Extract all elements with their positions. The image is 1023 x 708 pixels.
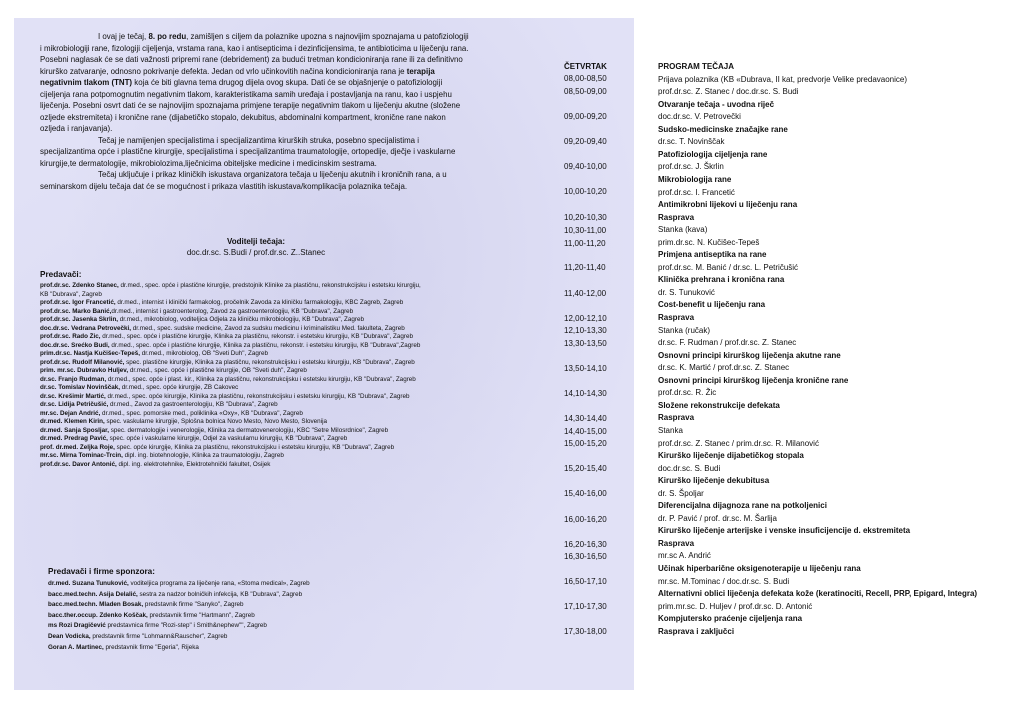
intro-text <box>40 31 472 192</box>
list-item: bacc.ther.occup. Zdenko Koščak, predstavnik firme "Hartmann", Zagreb <box>48 611 255 619</box>
list-item: prof.dr.sc. Igor Francetić, dr.med., internist i klinički farmakolog, pročelnik Zavoda za kliničku farmakologiju, KBC Zagreb, Zagreb <box>40 299 404 306</box>
intro-highlight: 8. po redu <box>148 32 187 41</box>
program-speaker: mr.sc. M.Tominac / doc.dr.sc. S. Budi <box>658 576 790 586</box>
time-slot: 16,50-17,10 <box>564 577 607 586</box>
list-item: KB "Dubrava", Zagreb <box>40 290 102 298</box>
list-item: doc.dr.sc. Srećko Budi, dr.med., spec. opće i plastične kirurgije, Klinika za plastičnu, rekonstr. i estetsku kirurgiju, KB "Dubrava",Zagreb <box>40 341 421 349</box>
list-item: mr.sc. Dejan Andrić, dr.med., spec. pomorske med., poliklinika «Oxy», KB "Dubrava", Zagreb <box>40 409 303 417</box>
program-session-title: Rasprava <box>658 538 695 548</box>
program-session-title: Rasprava i zaključci <box>658 626 735 636</box>
list-item: dr.med. Sanja Šposljar, spec. dermatologije i venerologije, Klinika za dermatovenerologiju, KBC "Setre Milosrdnice", Zagreb <box>40 426 389 434</box>
time-slot: 10,00-10,20 <box>564 187 607 196</box>
program-session-title: Rasprava <box>658 413 695 423</box>
time-slot: 15,00-15,20 <box>564 439 607 448</box>
program-session-title: Antimikrobni lijekovi u liječenju rana <box>658 200 798 209</box>
program-session-title: Kirurško liječenje dekubitusa <box>658 476 770 486</box>
intro-text-part: I ovaj je tečaj, <box>98 32 149 41</box>
program-speaker: Prijava polaznika (KB «Dubrava, II kat, predvorje Velike predavaonice) <box>658 74 908 84</box>
program-session-title: Osnovni principi kirurškog liječenja akutne rane <box>658 350 841 360</box>
program-session-title: Kirurško liječenje arterijske i venske insuficijencije d. ekstremiteta <box>658 526 911 536</box>
program-speaker: mr.sc A. Andrić <box>658 551 711 561</box>
time-slot: 17,30-18,00 <box>564 627 607 636</box>
list-item: dr.sc. Lidija Petričušić, dr.med., Zavod za gastroenterologiju, KB "Dubrava", Zagreb <box>40 401 278 408</box>
program-session-title: Kompjutersko praćenje cijeljenja rana <box>658 614 803 624</box>
course-leaders-title: Voditelji tečaja: <box>226 237 286 246</box>
program-speaker: prof.dr.sc. M. Banić / dr.sc. L. Petričušić <box>658 262 799 272</box>
list-item: doc.dr.sc. Vedrana Petrovečki, dr.med., spec. sudske medicine, Zavod za sudsku medicinu i kriminalistiku Med. fakulteta, Zagreb <box>40 324 405 332</box>
sponsors-list <box>48 579 468 653</box>
time-slot: 08,00-08,50 <box>564 74 607 83</box>
program-session-title: Alternativni oblici liječenja defekata kože (keratinociti, Recell, PRP, Epigard, Integra) <box>658 589 978 599</box>
program-speaker: dr. S. Tunuković <box>658 287 715 297</box>
program-speaker: Stanka <box>658 425 683 435</box>
course-leaders <box>40 236 472 258</box>
list-item: dr.med. Klemen Kirin, spec. vaskularne kirurgije, Splošna bolnica Novo Mesto, Novo Mesto, Slovenija <box>40 418 327 425</box>
list-item: prof.dr.sc. Rudolf Milanović, spec. plastične kirurgije, Klinika za plastičnu, rekonstrukcijsku i estetsku kirurgiju, KB "Dubrava", Zagreb <box>40 358 415 366</box>
program-session-title: Klinička prehrana i kronična rana <box>658 275 785 285</box>
list-item: prof.dr.sc. Jasenka Škrlin, dr.med., mikrobiolog, voditeljica Odjela za kliničku mikrobiologiju, KB "Dubrava", Zagreb <box>40 316 365 323</box>
program-speaker: dr. P. Pavić / prof. dr.sc. M. Šarlija <box>658 513 778 523</box>
lecturers-list <box>40 282 512 469</box>
program-speaker: dr.sc. F. Rudman / prof.dr.sc. Z. Stanec <box>658 338 797 348</box>
program-session-title: Učinak hiperbarične oksigenoterapije u liječenju rana <box>658 564 861 573</box>
list-item: bacc.med.techn. Mladen Bosak, predstavnik firme "Sanyko", Zagreb <box>48 601 244 609</box>
time-slot: 17,10-17,30 <box>564 602 607 611</box>
program-session-title: Sudsko-medicinske značajke rane <box>658 124 788 134</box>
intro-text-part: , zamišljen s ciljem da polaznike upozna s najnovijim spoznajama u patofiziologiji i mikrobiologiji rane, fizologiji cijeljenja, vrstama rana, kao i antisepticima i dezinficijensima, te antibioticima u liječenju rana. Posebni naglasak će se dati važnosti pripremi rane (debridement) za budući tretman kondicioniranja rane ili za definitivno kirurško zatvaranje, odnosno pokrivanje defekta. Jedan od vrlo učinkovitih načina kondicioniranja rana je <box>40 32 469 76</box>
program-speaker: prim.dr.sc. N. Kučišec-Tepeš <box>658 237 760 247</box>
time-slot: 16,00-16,20 <box>564 515 607 524</box>
program-speaker: doc.dr.sc. S. Budi <box>658 463 721 473</box>
list-item: Goran A. Martinec, predstavnik firme "Egeria", Rijeka <box>48 643 199 651</box>
program-session-title: Kirurško liječenje dijabetičkog stopala <box>658 451 804 460</box>
time-slot: 10,30-11,00 <box>564 226 607 235</box>
intro-paragraph-1 <box>40 31 472 135</box>
time-slot: 15,40-16,00 <box>564 489 607 498</box>
program-speaker: doc.dr.sc. V. Petrovečki <box>658 112 741 122</box>
program-speaker: prof.dr.sc. Z. Stanec / doc.dr.sc. S. Budi <box>658 87 799 97</box>
time-slot: 12,10-13,30 <box>564 326 607 335</box>
time-slot: 14,10-14,30 <box>564 389 607 398</box>
time-slot: 14,30-14,40 <box>564 414 607 423</box>
program-speaker: prof.dr.sc. Z. Stanec / prim.dr.sc. R. Milanović <box>658 438 819 448</box>
time-slot: 09,20-09,40 <box>564 137 607 146</box>
list-item: prof.dr.sc. Rado Žic, dr.med., spec. opće i plastične kirurgije, Klinika za plastičnu, rekonstr. i estetsku kirurgiju, KB "Dubrava", Zagreb <box>40 333 413 340</box>
program-speaker: prof.dr.sc. J. Škrlin <box>658 162 724 172</box>
program-speaker: Stanka (kava) <box>658 225 708 235</box>
list-item: prof.dr.sc. Marko Banić,dr.med., internist i gastroenterolog, Zavod za gastroenterologiju, KB "Dubrava", Zagreb <box>40 307 354 315</box>
time-slot: 11,40-12,00 <box>564 289 607 298</box>
time-slot: 09,40-10,00 <box>564 162 607 171</box>
list-item: dr.med. Predrag Pavić, spec. opće i vaskularne kirurgije, Odjel za vaskularnu kirurgiju, KB "Dubrava", Zagreb <box>40 435 348 442</box>
program-session-title: Otvaranje tečaja - uvodna riječ <box>658 99 775 109</box>
program-session-title: Cost-benefit u liječenju rana <box>658 300 766 310</box>
list-item: dr.sc. Franjo Rudman, dr.med., spec. opće i plast. kir., Klinika za plastičnu, rekonstrukcijsku i estetsku kirurgiju, KB "Dubrava", Zagreb <box>40 375 416 383</box>
time-slot: 12,00-12,10 <box>564 314 607 323</box>
intro-paragraph-3: Tečaj uključuje i prikaz kliničkih iskustava organizatora tečaja u liječenju akutnih i kroničnih rana, a u seminarskom dijelu tečaja dat će se mogućnost i prikaza vlastitih iskustava/komplikacija polaznika tečaja. <box>40 170 447 191</box>
time-slot: 09,00-09,20 <box>564 112 607 121</box>
time-slot: 13,50-14,10 <box>564 364 607 373</box>
time-slot: 13,30-13,50 <box>564 339 607 348</box>
list-item: prof.dr.sc. Zdenko Stanec, dr.med., spec. opće i plastične kirurgije, predstojnik Klinike za plastičnu, rekonstrukcijsku i estetsku kirurgiju, <box>40 282 421 289</box>
list-item: dr.sc. Tomislav Novinščak, dr.med., spec. opće kirurgije, ŽB Čakovec <box>40 384 239 391</box>
program-speaker: dr.sc. K. Martić / prof.dr.sc. Z. Stanec <box>658 363 790 373</box>
program-speaker: Stanka (ručak) <box>658 325 711 335</box>
program-session-title: Primjena antiseptika na rane <box>658 250 767 260</box>
program-title: PROGRAM TEČAJA <box>658 62 735 71</box>
list-item: dr.med. Suzana Tunuković, voditeljica programa za liječenje rana, «Stoma medical», Zagreb <box>48 580 310 587</box>
time-slot: 10,20-10,30 <box>564 213 607 222</box>
list-item: ms Rozi Dragičević predstavnica firme "Rozi-step" i Smith&nephew"", Zagreb <box>48 622 267 630</box>
time-slot: 16,20-16,30 <box>564 540 607 549</box>
list-item: prof. dr.med. Željka Roje, spec. opće kirurgije, Klinika za plastičnu, rekonstrukcijsku i estetsku kirurgiju, KB "Dubrava", Zagreb <box>40 443 395 451</box>
list-item: dr.sc. Krešimir Martić, dr.med., spec. opće kirurgije, Klinika za plastičnu, rekonstrukcijsku i estetsku kirurgiju, KB "Dubrava", Zagreb <box>40 392 410 400</box>
program-session-title: Rasprava <box>658 212 695 222</box>
time-slot: 16,30-16,50 <box>564 552 607 561</box>
program-speaker: dr. S. Špoljar <box>658 488 704 498</box>
program-speaker: prof.dr.sc. I. Francetić <box>658 187 735 197</box>
program-session-title: Rasprava <box>658 313 695 322</box>
list-item: Dean Vodicka, predstavnik firme "Lohmann&Rauscher", Zagreb <box>48 632 228 640</box>
time-slot: 15,20-15,40 <box>564 464 607 473</box>
intro-text-part: koja će biti glavna tema drugog dijela ovog skupa. Dati će se objašnjenje o patofiziologiji cijeljenja rana potpomognutim negativnim tlakom, karakteristikama samih uređaja i postavljanja na ranu, kao i uspjehu liječenja. Posebni osvrt dati će se najnovijim spoznajama primjene terapije negativnim tlakom u liječenju akutne (složene ozljede ekstremiteta) i kronične rane (dijabetičko stopalo, dekubitus, abdominalni kompartment, kronične rane nakon ozljeda i ranjavanja). <box>40 78 461 133</box>
schedule-day: ČETVRTAK <box>564 62 607 71</box>
lecturers-title: Predavači: <box>40 270 82 279</box>
list-item: prim.dr.sc. Nastja Kučišec-Tepeš, dr.med., mikrobiolog, OB "Sveti Duh", Zagreb <box>40 350 268 357</box>
program-speaker: prim.mr.sc. D. Huljev / prof.dr.sc. D. Antonić <box>658 601 813 611</box>
time-slot: 14,40-15,00 <box>564 427 607 436</box>
time-slot: 11,20-11,40 <box>564 263 606 272</box>
list-item: prim. mr.sc. Dubravko Huljev, dr.med., spec. opće i plastične kirurgije, OB "Sveti duh", Zagreb <box>40 367 307 374</box>
program-speaker: dr.sc. T. Novinščak <box>658 137 725 147</box>
time-slot: 08,50-09,00 <box>564 87 607 96</box>
program-session-title: Složene rekonstrukcije defekata <box>658 400 780 410</box>
program-session-title: Diferencijalna dijagnoza rane na potkoljenici <box>658 501 827 511</box>
intro-paragraph-2: Tečaj je namijenjen specijalistima i specijalizantima kirurških struka, posebno specijalistima i specijalizantima opće i plastične kirurgije, specijalistima i specijalizantima traumatologije, ortopedije, dječje i vaskularne kirurgije,te dermatologije, mikrobiolozima,liječnicima obiteljske medicine i medicinskim sestrama. <box>40 135 456 168</box>
list-item: bacc.med.techn. Asija Delalić, sestra za nadzor bolničkih infekcija, KB "Dubrava", Zagreb <box>48 590 303 598</box>
program-session-title: Osnovni principi kirurškog liječenja kronične rane <box>658 375 849 385</box>
list-item: mr.sc. Mirna Tominac-Trcin, dipl. ing. biotehnologije, Klinika za traumatologiju, Zagreb <box>40 452 284 459</box>
intro-highlight: terapija negativnim tlakom (TNT) <box>40 66 435 87</box>
sponsors-title: Predavači i firme sponzora: <box>48 567 155 576</box>
program-session-title: Patofiziologija cijeljenja rane <box>658 149 768 159</box>
list-item: prof.dr.sc. Davor Antonić, dipl. ing. elektrotehnike, Elektrotehnički fakultet, Osijek <box>40 460 271 468</box>
time-slot: 11,00-11,20 <box>564 239 606 248</box>
course-leaders-names: doc.dr.sc. S.Budi / prof.dr.sc. Z..Stanec <box>186 248 326 257</box>
program-session-title: Mikrobiologija rane <box>658 174 732 184</box>
program-speaker: prof.dr.sc. R. Žic <box>658 388 717 398</box>
